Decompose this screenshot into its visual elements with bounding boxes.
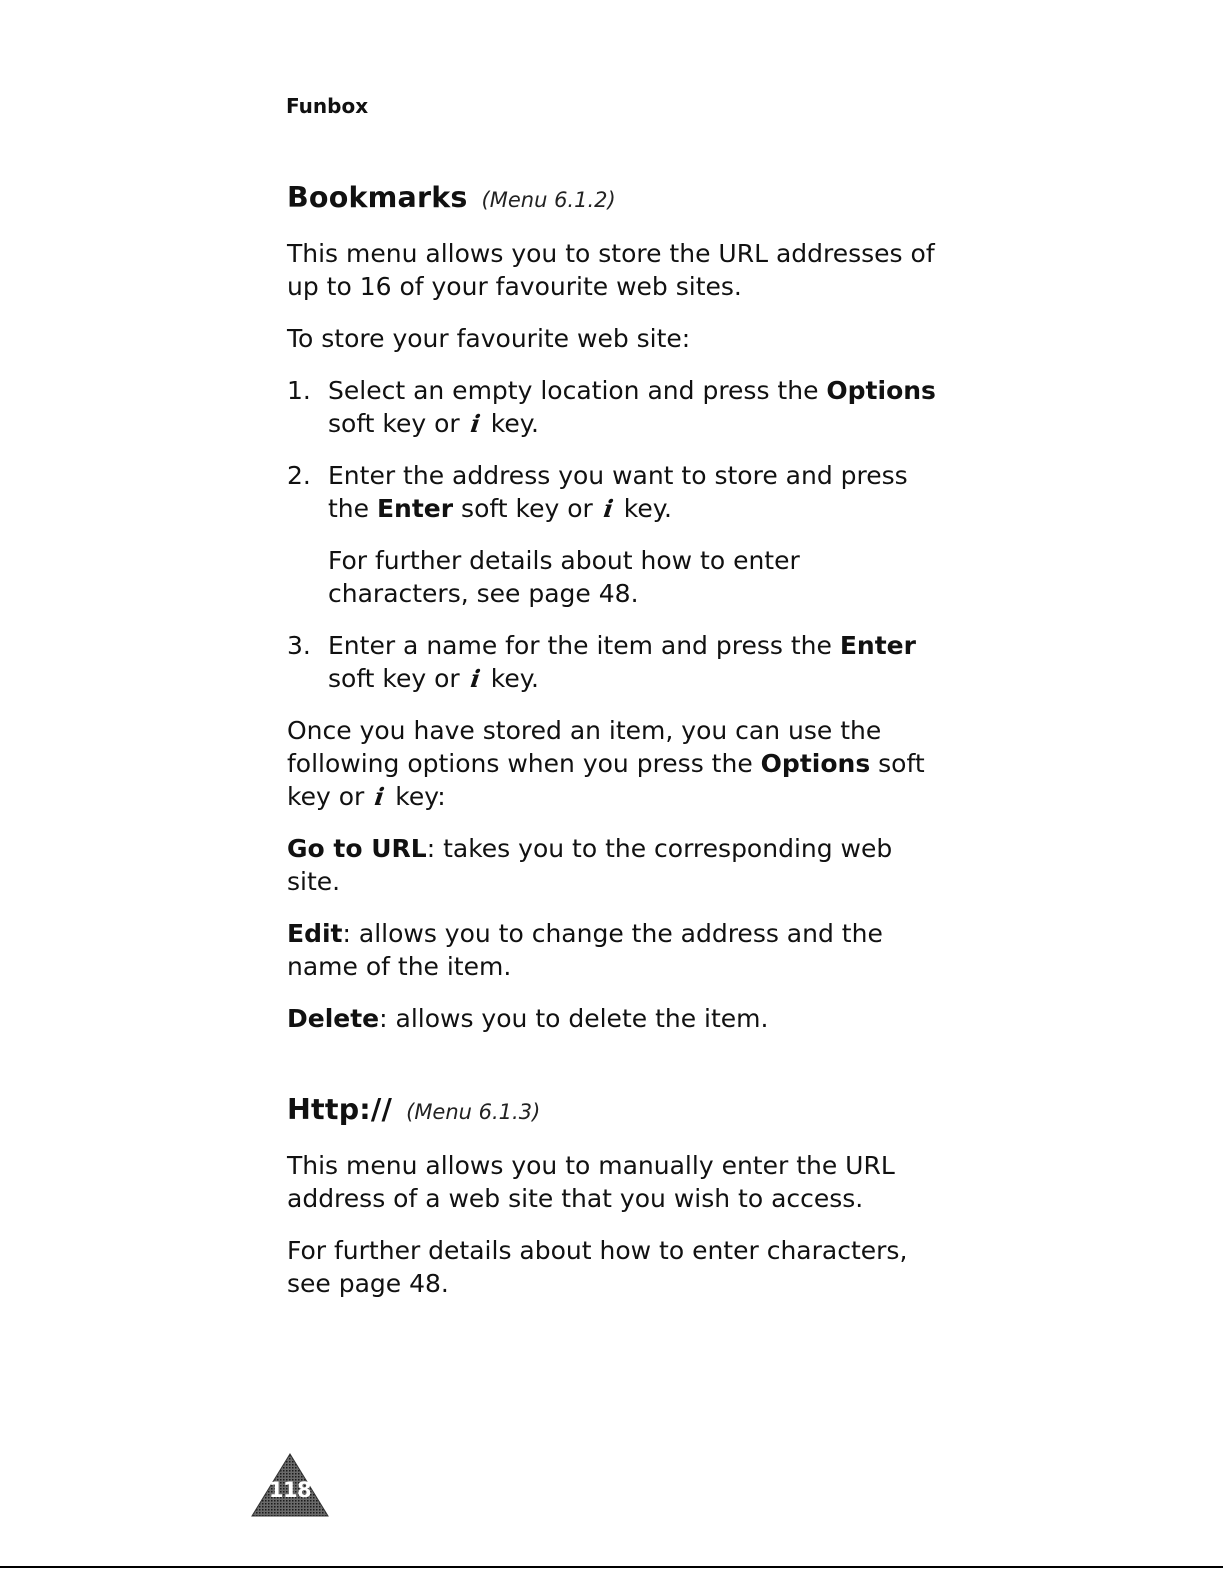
step-number: 2. [287, 461, 311, 490]
http-intro: This menu allows you to manually enter the URL address of a web site that you wish to access. [287, 1151, 895, 1213]
step-note: For further details about how to enter characters, see page 48. [328, 546, 800, 608]
step-text [328, 376, 936, 438]
option-go-to-url [287, 832, 947, 898]
option-name: Go to URL [287, 834, 427, 863]
option-desc: : takes you to the corresponding web site. [287, 834, 893, 896]
options-intro-mid: soft key or [287, 749, 925, 811]
option-desc: : allows you to change the address and the name of the item. [287, 919, 883, 981]
section-header: Funbox [286, 94, 369, 118]
step-text-pre: Select an empty location and press the [328, 376, 827, 405]
step-text-mid: soft key or [453, 494, 601, 523]
step-bold-key: Options [826, 376, 936, 405]
step-number: 1. [287, 376, 311, 405]
bookmarks-steps [287, 374, 947, 695]
info-key-icon: i [468, 409, 482, 438]
step-item [287, 459, 947, 610]
http-note: For further details about how to enter characters, see page 48. [287, 1236, 908, 1298]
bookmarks-intro: This menu allows you to store the URL addresses of up to 16 of your favourite web sites. [287, 239, 935, 301]
option-edit [287, 917, 947, 983]
step-number: 3. [287, 631, 311, 660]
step-bold-key: Enter [376, 494, 454, 523]
info-key-icon: i [373, 782, 387, 811]
http-menu-ref: (Menu 6.1.3) [406, 1100, 541, 1124]
options-intro-bold: Options [760, 749, 871, 778]
option-name: Delete [287, 1004, 380, 1033]
options-intro-pre: Once you have stored an item, you can use the following options when you press the [287, 716, 882, 778]
step-text-pre: Enter a name for the item and press the [328, 631, 840, 660]
option-name: Edit [287, 919, 343, 948]
page-number-badge [250, 1452, 330, 1518]
step-text-pre: Enter the address you want to store and press the [328, 461, 908, 523]
option-desc: : allows you to delete the item. [379, 1004, 769, 1033]
bottom-border [0, 1566, 1223, 1568]
step-text-mid: soft key or [328, 664, 468, 693]
step-item [287, 374, 947, 440]
step-text [328, 631, 916, 693]
bookmarks-menu-ref: (Menu 6.1.2) [481, 188, 616, 212]
http-title: Http:// [287, 1093, 393, 1126]
option-delete [287, 1002, 947, 1035]
http-heading [287, 1090, 947, 1132]
step-bold-key: Enter [839, 631, 916, 660]
bookmarks-heading [287, 178, 947, 220]
info-key-icon: i [601, 494, 615, 523]
step-text-post: key. [615, 494, 672, 523]
bookmarks-title: Bookmarks [287, 181, 468, 214]
step-text-post: key. [482, 409, 539, 438]
bookmarks-store-intro: To store your favourite web site: [287, 324, 691, 353]
page-number: 118 [268, 1478, 312, 1502]
step-text [328, 461, 908, 523]
step-text-mid: soft key or [328, 409, 468, 438]
info-key-icon: i [468, 664, 482, 693]
options-intro-post: key: [387, 782, 446, 811]
step-item [287, 629, 947, 695]
section-spacer [287, 1054, 947, 1090]
page-content [287, 178, 947, 1319]
options-intro [287, 714, 947, 813]
step-text-post: key. [482, 664, 539, 693]
